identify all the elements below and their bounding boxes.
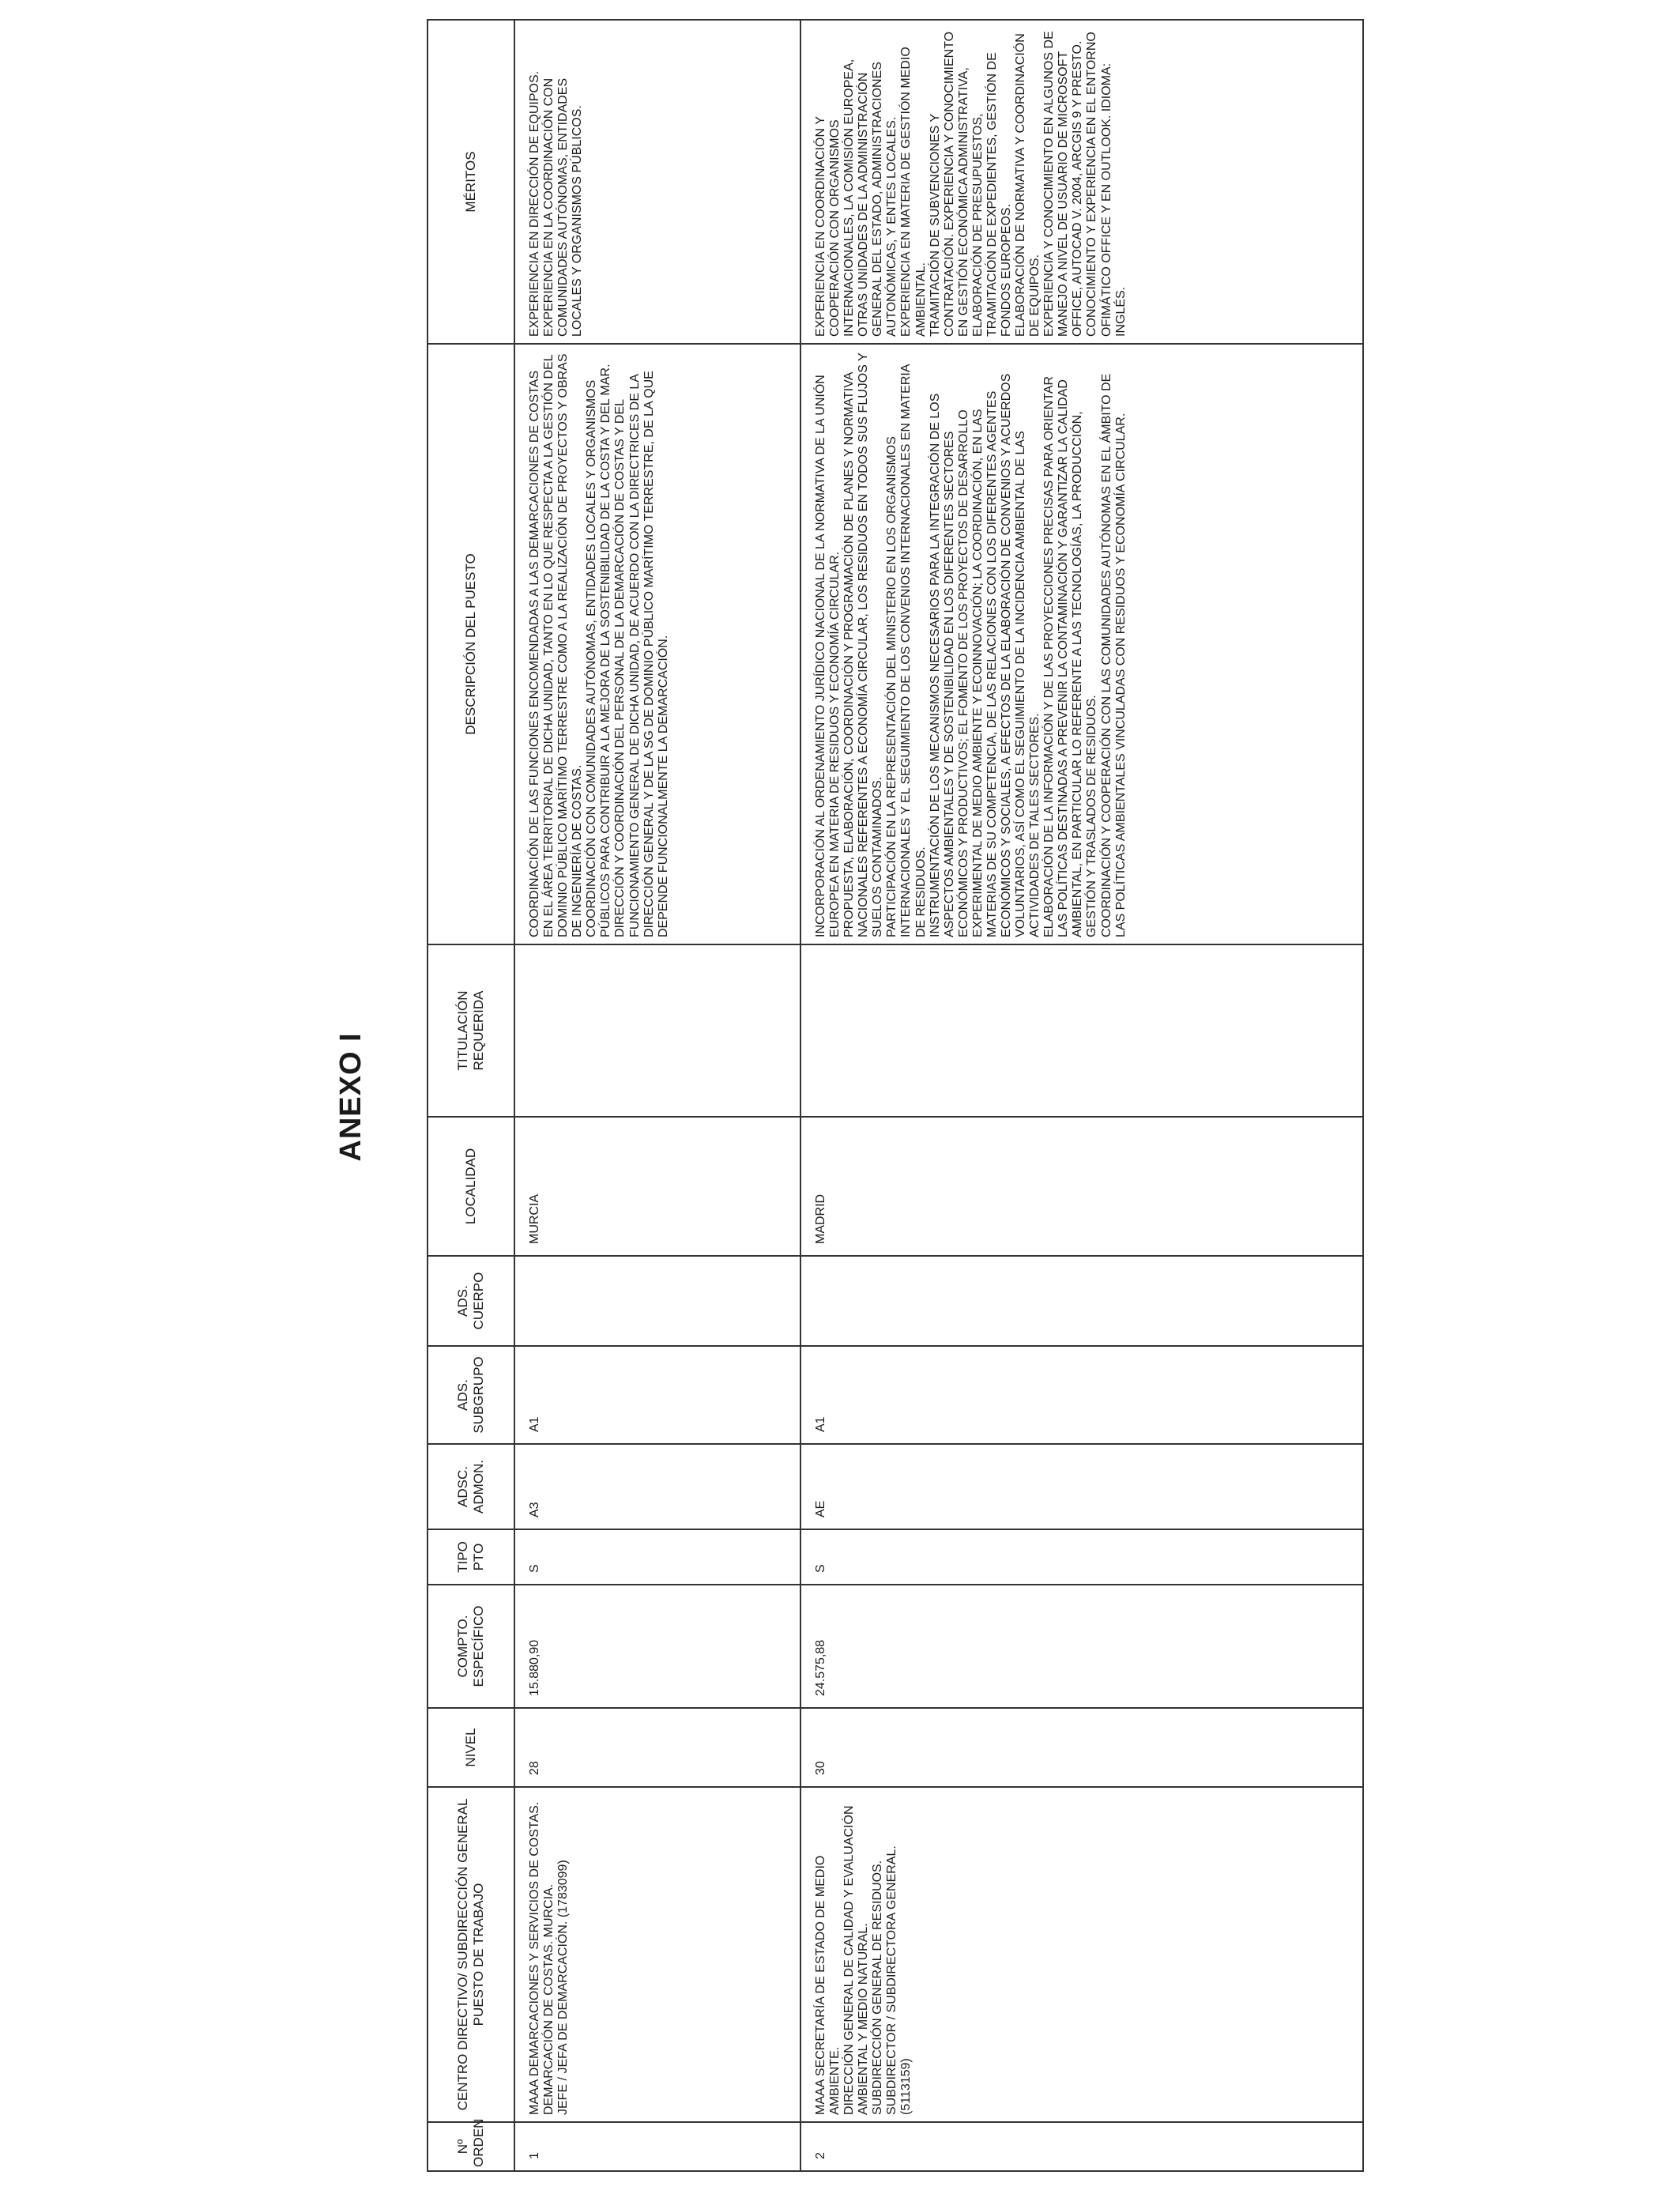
- page-title: ANEXO I: [334, 1032, 367, 1162]
- header-complemento: COMPTO. ESPECÍFICO: [428, 1585, 514, 1708]
- header-row: [428, 20, 514, 2171]
- header-meritos: MÉRITOS: [428, 20, 514, 344]
- header-centro: CENTRO DIRECTIVO/ SUBDIRECCIÓN GENERAL PUESTO DE TRABAJO: [428, 1787, 514, 2122]
- cell-meritos: EXPERIENCIA EN DIRECCIÓN DE EQUIPOS. EXPERIENCIA EN LA COORDINACIÓN CON COMUNIDADES AUTÓNOMAS, ENTIDADES LOCALES Y ORGANISMOS PÚBLICOS.: [514, 20, 800, 344]
- cell-nivel: 30: [800, 1708, 1363, 1787]
- header-localidad: LOCALIDAD: [428, 1117, 514, 1256]
- positions-table: [427, 19, 1364, 2172]
- cell-descripcion: COORDINACIÓN DE LAS FUNCIONES ENCOMENDADAS A LAS DEMARCACIONES DE COSTAS EN EL ÁREA TERRITORIAL DE DICHA UNIDAD, TANTO EN LO QUE RESPECTA A LA GESTIÓN DEL DOMINIO PÚBLICO MARÍTIMO TERRESTRE COMO A LA REALIZACIÓN DE PROYECTOS Y OBRAS DE INGENIERÍA DE COSTAS. COORDINACIÓN CON COMUNIDADES AUTÓNOMAS, ENTIDADES LOCALES Y ORGANISMOS PÚBLICOS PARA CONTRIBUIR A LA MEJORA DE LA SOSTENIBILIDAD DE LA COSTA Y DEL MAR. DIRECCIÓN Y COORDINACIÓN DEL PERSONAL DE LA DEMARCACIÓN DE COSTAS Y DEL FUNCIONAMIENTO GENERAL DE DICHA UNIDAD, DE ACUERDO CON LA DIRECTRICES DE LA DIRECCIÓN GENERAL Y DE LA SG DE DOMINIO PÚBLICO MARÍTIMO TERRESTRE, DE LA QUE DEPENDE FUNCIONALMENTE LA DEMARCACIÓN.: [514, 344, 800, 944]
- table-row: [800, 20, 1363, 2171]
- cell-localidad: MURCIA: [514, 1117, 800, 1256]
- cell-meritos: EXPERIENCIA EN COORDINACIÓN Y COOPERACIÓN CON ORGANISMOS INTERNACIONALES, LA COMISIÓN EUROPEA, OTRAS UNIDADES DE LA ADMINISTRACIÓN GENERAL DEL ESTADO, ADMINISTRACIONES AUTONÓMICAS, Y ENTES LOCALES. EXPERIENCIA EN MATERIA DE GESTIÓN MEDIO AMBIENTAL. TRAMITACIÓN DE SUBVENCIONES Y CONTRATACIÓN. EXPERIENCIA Y CONOCIMIENTO EN GESTIÓN ECONÓMICA ADMINISTRATIVA, ELABORACIÓN DE PRESUPUESTOS, TRAMITACIÓN DE EXPEDIENTES, GESTIÓN DE FONDOS EUROPEOS. ELABORACIÓN DE NORMATIVA Y COORDINACIÓN DE EQUIPOS. EXPERIENCIA Y CONOCIMIENTO EN ALGUNOS DE MANEJO A NIVEL DE USUARIO DE MICROSOFT OFFICE, AUTOCAD V. 2004, ARCGIS 9 Y PRESTO. CONOCIMIENTO Y EXPERIENCIA EN EL ENTORNO OFIMÁTICO OFFICE Y EN OUTLOOK. IDIOMA: INGLÉS.: [800, 20, 1363, 344]
- header-nivel: NIVEL: [428, 1708, 514, 1787]
- cell-titulacion: [514, 944, 800, 1117]
- header-tipo: TIPO PTO: [428, 1529, 514, 1585]
- cell-subgrupo: A1: [514, 1346, 800, 1444]
- cell-complemento: 15.880,90: [514, 1585, 800, 1708]
- cell-complemento: 24.575,88: [800, 1585, 1363, 1708]
- cell-admon: AE: [800, 1444, 1363, 1529]
- cell-subgrupo: A1: [800, 1346, 1363, 1444]
- cell-nivel: 28: [514, 1708, 800, 1787]
- cell-titulacion: [800, 944, 1363, 1117]
- header-admon: ADSC. ADMON.: [428, 1444, 514, 1529]
- cell-localidad: MADRID: [800, 1117, 1363, 1256]
- cell-tipo: S: [514, 1529, 800, 1585]
- cell-orden: 1: [514, 2122, 800, 2171]
- cell-tipo: S: [800, 1529, 1363, 1585]
- cell-cuerpo: [514, 1256, 800, 1346]
- cell-descripcion: INCORPORACIÓN AL ORDENAMIENTO JURÍDICO NACIONAL DE LA NORMATIVA DE LA UNIÓN EUROPEA EN MATERIA DE RESIDUOS Y ECONOMÍA CIRCULAR. PROPUESTA, ELABORACIÓN, COORDINACIÓN Y PROGRAMACIÓN DE PLANES Y NORMATIVA NACIONALES REFERENTES A ECONOMÍA CIRCULAR, LOS RESIDUOS EN TODOS SUS FLUJOS Y SUELOS CONTAMINADOS. PARTICIPACIÓN EN LA REPRESENTACIÓN DEL MINISTERIO EN LOS ORGANISMOS INTERNACIONALES Y EL SEGUIMIENTO DE LOS CONVENIOS INTERNACIONALES EN MATERIA DE RESIDUOS. INSTRUMENTACIÓN DE LOS MECANISMOS NECESARIOS PARA LA INTEGRACIÓN DE LOS ASPECTOS AMBIENTALES Y DE SOSTENIBILIDAD EN LOS DIFERENTES SECTORES ECONÓMICOS Y PRODUCTIVOS; EL FOMENTO DE LOS PROYECTOS DE DESARROLLO EXPERIMENTAL DE MEDIO AMBIENTE Y ECOINNOVACIÓN; LA COORDINACIÓN, EN LAS MATERIAS DE SU COMPETENCIA, DE LAS RELACIONES CON LOS DIFERENTES AGENTES ECONÓMICOS Y SOCIALES, A EFECTOS DE LA ELABORACIÓN DE CONVENIOS Y ACUERDOS VOLUNTARIOS, ASÍ COMO EL SEGUIMIENTO DE LA INCIDENCIA AMBIENTAL DE LAS ACTIVIDADES DE TALES SECTORES. ELABORACIÓN DE LA INFORMACIÓN Y DE LAS PROYECCIONES PRECISAS PARA ORIENTAR LAS POLÍTICAS DESTINADAS A PREVENIR LA CONTAMINACIÓN Y GARANTIZAR LA CALIDAD AMBIENTAL, EN PARTICULAR LO REFERENTE A LAS TECNOLOGÍAS, LA PRODUCCIÓN, GESTIÓN Y TRASLADOS DE RESIDUOS. COORDINACIÓN Y COOPERACIÓN CON LAS COMUNIDADES AUTÓNOMAS EN EL ÁMBITO DE LAS POLÍTICAS AMBIENTALES VINCULADAS CON RESIDUOS Y ECONOMÍA CIRCULAR.: [800, 344, 1363, 944]
- header-orden: Nº ORDEN: [428, 2122, 514, 2171]
- header-subgrupo: ADS. SUBGRUPO: [428, 1346, 514, 1444]
- cell-orden: 2: [800, 2122, 1363, 2171]
- table-row: [514, 20, 800, 2171]
- header-descripcion: DESCRIPCIÓN DEL PUESTO: [428, 344, 514, 944]
- cell-cuerpo: [800, 1256, 1363, 1346]
- header-titulacion: TITULACIÓN REQUERIDA: [428, 944, 514, 1117]
- header-cuerpo: ADS. CUERPO: [428, 1256, 514, 1346]
- cell-centro: MAAA SECRETARÍA DE ESTADO DE MEDIO AMBIENTE. DIRECCIÓN GENERAL DE CALIDAD Y EVALUACIÓN AMBIENTAL Y MEDIO NATURAL. SUBDIRECCIÓN GENERAL DE RESIDUOS. SUBDIRECTOR / SUBDIRECTORA GENERAL. (5113159): [800, 1787, 1363, 2122]
- cell-admon: A3: [514, 1444, 800, 1529]
- cell-centro: MAAA DEMARCACIONES Y SERVICIOS DE COSTAS. DEMARCACIÓN DE COSTAS. MURCIA. JEFE / JEFA DE DEMARCACIÓN. (1783099): [514, 1787, 800, 2122]
